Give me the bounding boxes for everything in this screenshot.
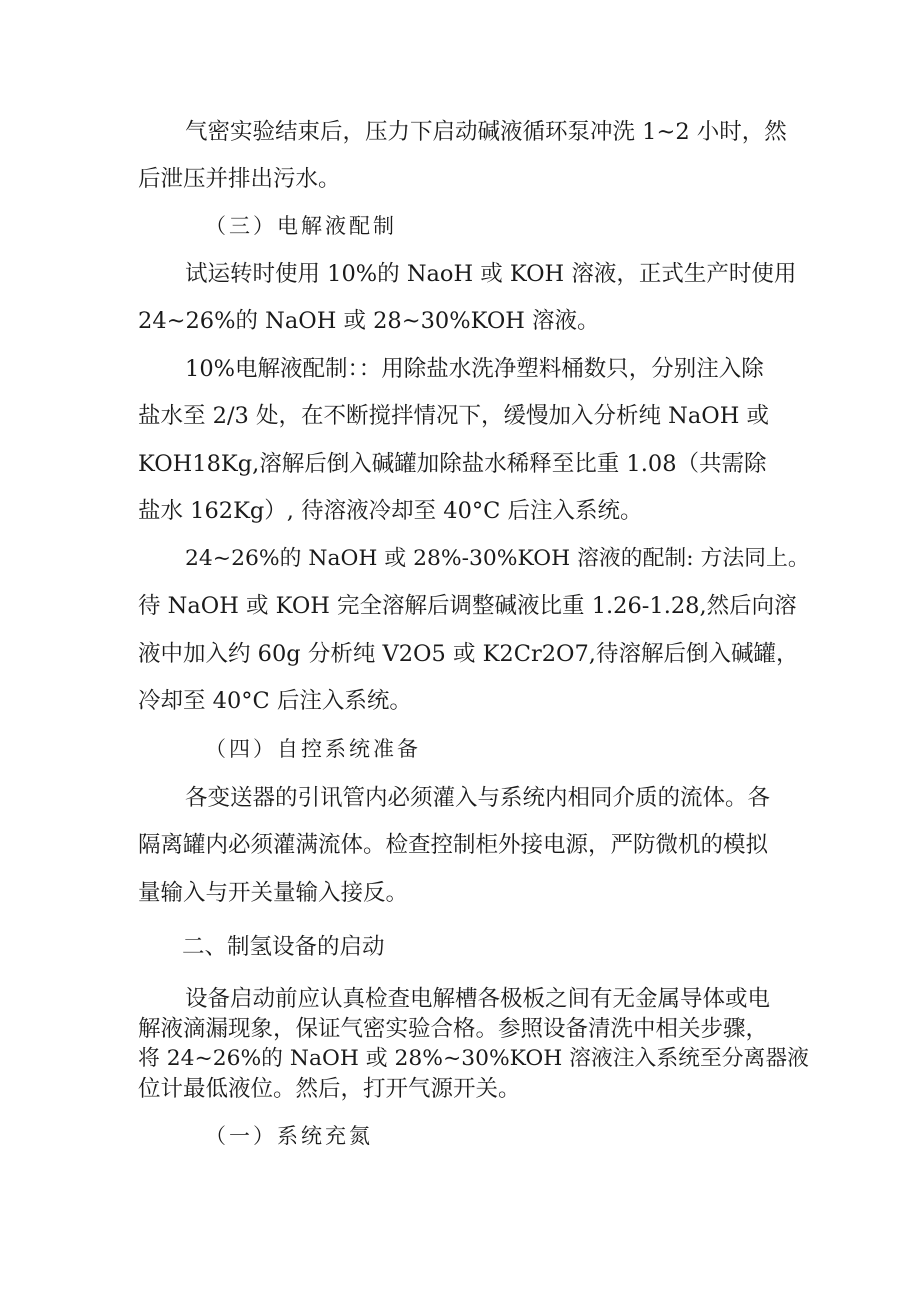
paragraph-2-line-1: 试运转时使用 10%的 NaoH 或 KOH 溶液，正式生产时使用	[185, 261, 797, 287]
heading-automation-preparation: （四）自控系统准备	[205, 737, 421, 761]
paragraph-4-line-1: 24~26%的 NaOH 或 28%-30%KOH 溶液的配制: 方法同上。	[185, 546, 810, 571]
paragraph-5-line-3: 量输入与开关量输入接反。	[138, 880, 409, 906]
paragraph-5-line-2: 隔离罐内必须灌满流体。检查控制柜外接电源，严防微机的模拟	[138, 832, 769, 858]
paragraph-4-line-3: 液中加入约 60g 分析纯 V2O5 或 K2Cr2O7,待溶解后倒入碱罐，	[138, 641, 799, 667]
paragraph-6-line-3: 将 24~26%的 NaOH 或 28%~30%KOH 溶液注入系统至分离器液	[138, 1046, 809, 1071]
paragraph-3-line-3: KOH18Kg,溶解后倒入碱罐加除盐水稀释至比重 1.08（共需除	[138, 451, 767, 477]
paragraph-6-line-4: 位计最低液位。然后，打开气源开关。	[138, 1076, 521, 1102]
paragraph-3-line-1: 10%电解液配制：：用除盐水洗净塑料桶数只，分别注入除	[185, 356, 764, 382]
paragraph-4-line-4: 冷却至 40°C 后注入系统。	[138, 688, 412, 714]
paragraph-4-line-2: 待 NaOH 或 KOH 完全溶解后调整碱液比重 1.26-1.28,然后向溶	[138, 593, 797, 619]
paragraph-3-line-2: 盐水至 2/3 处，在不断搅拌情况下，缓慢加入分析纯 NaOH 或	[138, 403, 769, 429]
paragraph-1-line-2: 后泄压并排出污水。	[138, 166, 341, 192]
heading-electrolyte-preparation: （三）电解液配制	[205, 214, 397, 238]
paragraph-6-line-1: 设备启动前应认真检查电解槽各极板之间有无金属导体或电	[185, 986, 771, 1012]
paragraph-5-line-1: 各变送器的引讯管内必须灌入与系统内相同介质的流体。各	[185, 785, 771, 811]
heading-nitrogen-filling: （一）系统充氮	[205, 1124, 373, 1148]
paragraph-2-line-2: 24~26%的 NaOH 或 28~30%KOH 溶液。	[138, 308, 600, 334]
section-title-hydrogen-startup: 二、制氢设备的启动	[182, 934, 385, 960]
paragraph-1-line-1: 气密实验结束后，压力下启动碱液循环泵冲洗 1~2 小时，然	[185, 119, 787, 145]
paragraph-3-line-4: 盐水 162Kg）, 待溶液冷却至 40°C 后注入系统。	[138, 498, 643, 524]
paragraph-6-line-2: 解液滴漏现象，保证气密实验合格。参照设备清洗中相关步骤，	[138, 1016, 769, 1042]
